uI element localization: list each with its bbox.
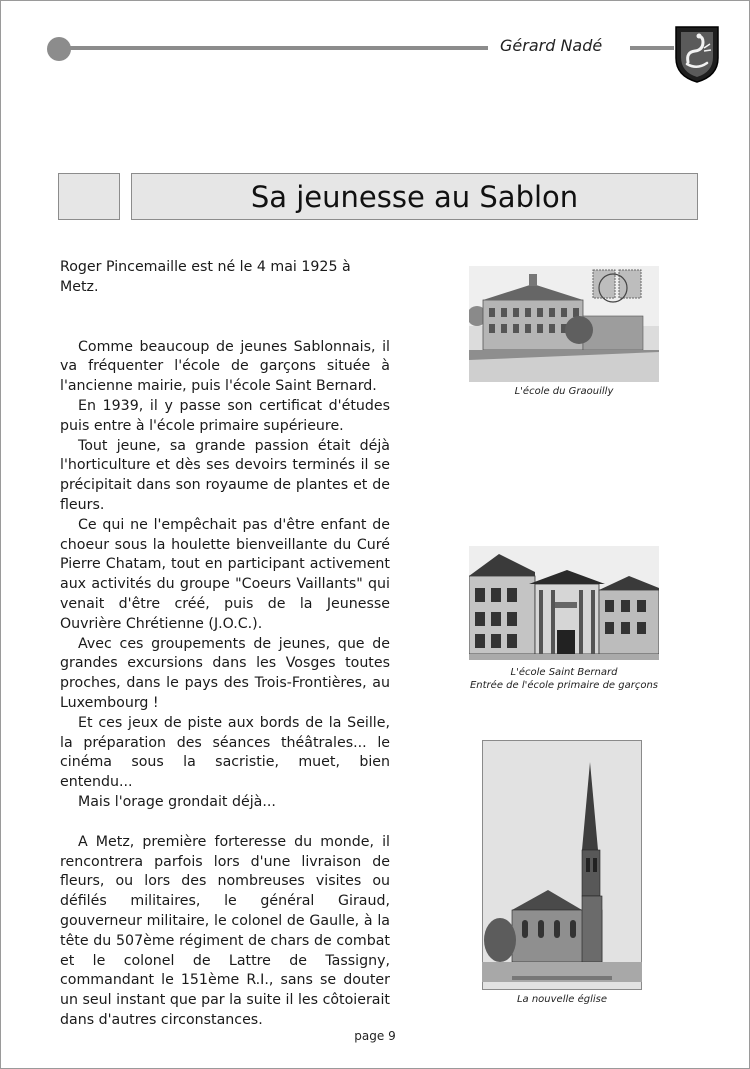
photo-caption: L'école du Graouilly [514,386,614,397]
paragraph: En 1939, il y passe son certificat d'études puis entre à l'école primaire supérieure. [60,397,390,434]
paragraph: Tout jeune, sa grande passion était déjà l'horticulture et dès ses devoirs terminés il se précipitait dans son royaume de plantes et de fleurs. [60,437,390,513]
photo-ecole-saint-bernard [469,546,659,660]
title-decoration [58,173,120,220]
paragraph: Avec ces groupements de jeunes, que de grandes excursions dans les Vosges toutes proches, dans le pays des Trois-Frontières, au Luxembourg ! [60,635,390,711]
heraldic-crest-icon [673,24,721,84]
closing-paragraph: A Metz, première forteresse du monde, il rencontrera parfois lors d'une livraison de fleurs, ou lors des nombreuses visites ou défilés militaires, le général Giraud, gouverneur militaire, le colonel de Gaulle, à la tête du 507ème régiment de chars de combat et le colonel de Lattre de Tassigny, commandant le 151ème R.I., sans se douter un seul instant que par la suite il les côtoierait dans d'autres circonstances. [60,833,390,1028]
paragraph: Comme beaucoup de jeunes Sablonnais, il va fréquenter l'école de garçons située à l'ancienne mairie, puis l'école Saint Bernard. [60,338,390,395]
page-title: Sa jeunesse au Sablon [250,179,579,214]
header-author: Gérard Nadé [500,36,603,55]
paragraph: Mais l'orage grondait déjà... [78,793,276,810]
photo-ecole-graouilly [469,266,659,382]
page-number: page 9 [354,1029,396,1043]
paragraph: Et ces jeux de piste aux bords de la Seille, la préparation des séances théâtrales... le cinéma sous la sacristie, muet, bien entendu... [60,714,390,791]
intro-paragraph: Roger Pincemaille est né le 4 mai 1925 à Metz. [60,259,351,295]
header-rule-right [630,46,674,50]
header-rule-left [66,46,488,50]
paragraph: Ce qui ne l'empêchait pas d'être enfant de choeur sous la houlette bienveillante du Curé Pierre Chatam, tout en participant activement aux activités du groupe "Coeurs Vaillants" qui venait d'être créé, puis de la Jeunesse Ouvrière Chrétienne (J.O.C.). [60,516,390,632]
photo-caption [449,666,679,692]
caption-line: Entrée de l'école primaire de garçons [469,680,658,691]
caption-line: L'école Saint Bernard [510,667,618,678]
photo-caption: La nouvelle église [516,994,608,1005]
article-body [60,258,390,1031]
photo-nouvelle-eglise [482,740,642,990]
page-title-box [131,173,698,220]
